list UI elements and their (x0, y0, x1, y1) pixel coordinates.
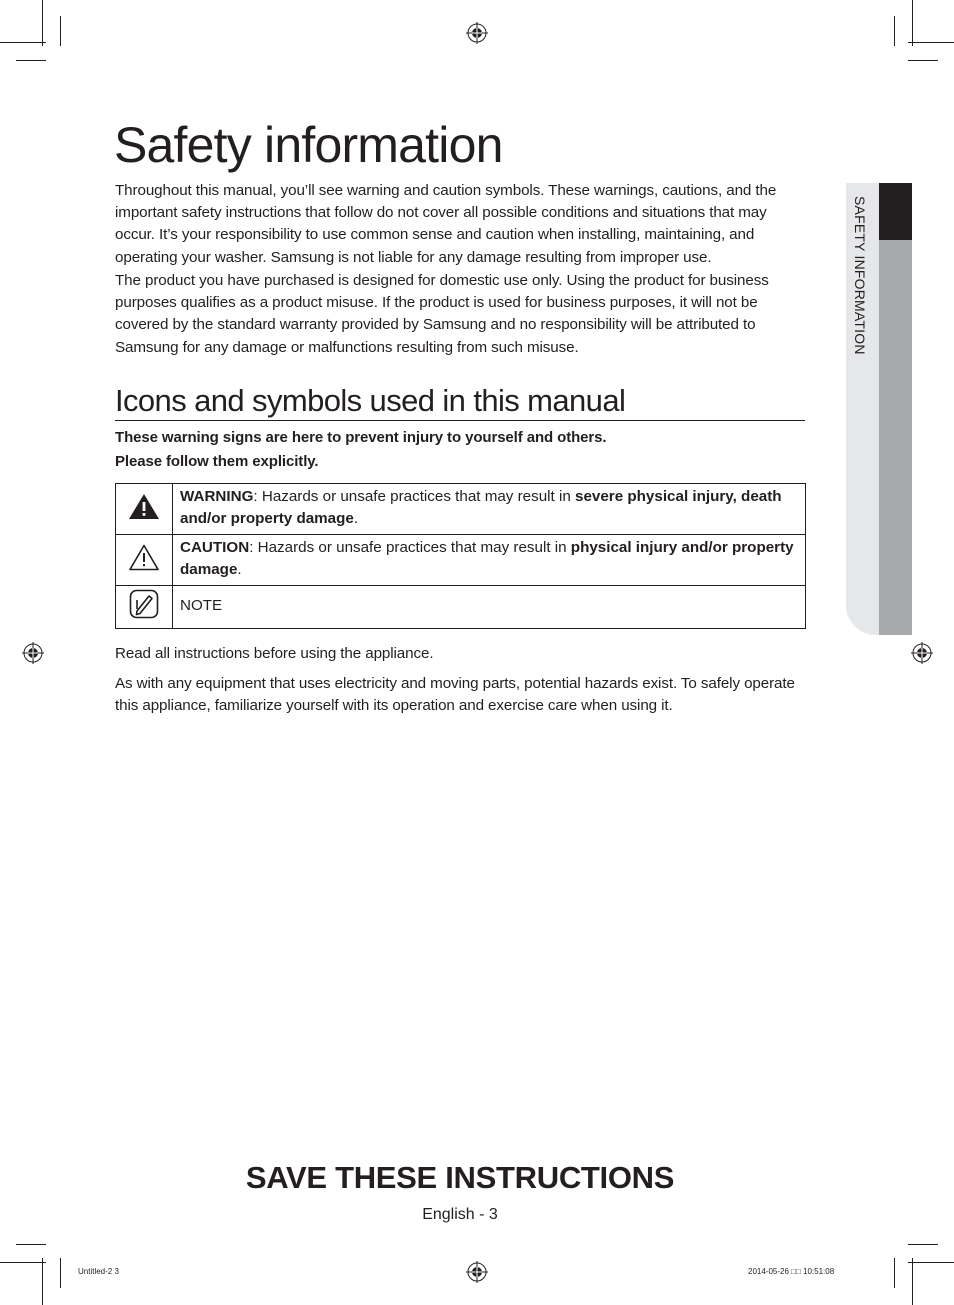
page-title: Safety information (114, 117, 503, 173)
table-row-caution (116, 535, 806, 586)
table-row-warning (116, 484, 806, 535)
intro-paragraph: Throughout this manual, you’ll see warning and caution symbols. These warnings, cautions, and the important safety instructions that follow do not cover all possible conditions and situations that may occur. It’s your responsibility to use common sense and caution when installing, maintaining, and operating your washer. Samsung is not liable for any damage resulting from improper use. (115, 182, 777, 266)
crop-mark (16, 60, 46, 61)
warning-label: WARNING (180, 488, 254, 505)
print-slug-left: Untitled-2 3 (78, 1267, 119, 1276)
crop-mark (912, 0, 913, 46)
note-label: NOTE (180, 597, 223, 614)
crop-mark (60, 16, 61, 46)
side-tab-label: SAFETY INFORMATION (852, 196, 868, 355)
crop-mark (0, 1262, 46, 1263)
note-pencil-icon (129, 589, 159, 619)
icon-cell (116, 586, 173, 629)
table-row-note (116, 586, 806, 629)
crop-mark (16, 1244, 46, 1245)
symbols-table (115, 483, 806, 629)
crop-mark (894, 16, 895, 46)
icon-cell (116, 484, 173, 535)
crop-mark (908, 42, 954, 43)
crop-mark (0, 42, 46, 43)
warning-filled-triangle-icon (128, 492, 160, 520)
icon-cell (116, 535, 173, 586)
print-slug-right: 2014-05-26 ﻿□□ 10:51:08 (748, 1267, 835, 1276)
note-description (173, 586, 806, 629)
crop-mark (60, 1258, 61, 1288)
save-instructions-title: SAVE THESE INSTRUCTIONS (245, 1160, 675, 1195)
registration-mark-icon (466, 1261, 488, 1283)
hazards-paragraph: As with any equipment that uses electricity and moving parts, potential hazards exist. To safely operate this appliance, familiarize yourself with its operation and exercise care when using it. (115, 675, 795, 715)
registration-mark-icon (466, 22, 488, 44)
crop-mark (912, 1258, 913, 1305)
caution-label: CAUTION (180, 539, 250, 556)
registration-mark-icon (911, 642, 933, 664)
side-tab-marker (879, 183, 912, 240)
symbols-intro-line: These warning signs are here to prevent injury to yourself and others. (115, 429, 607, 446)
crop-mark (894, 1258, 895, 1288)
symbols-intro-line: Please follow them explicitly. (115, 453, 319, 470)
caution-outline-triangle-icon (128, 543, 160, 571)
registration-mark-icon (22, 642, 44, 664)
crop-mark (42, 1258, 43, 1305)
domestic-use-paragraph: The product you have purchased is designed for domestic use only. Using the product for business purposes qualifies as a product misuse. If the product is used for business purposes, it will not be covered by the standard warranty provided by Samsung and no responsibility will be attributed to Samsung for any damage or malfunctions resulting from such misuse. (115, 272, 769, 356)
crop-mark (42, 0, 43, 46)
crop-mark (908, 60, 938, 61)
side-tab-strip (879, 240, 912, 635)
caution-description: CAUTION: Hazards or unsafe practices that may result in physical injury and/or property damage. (173, 535, 806, 586)
crop-mark (908, 1262, 954, 1263)
warning-description: WARNING: Hazards or unsafe practices that may result in severe physical injury, death and/or property damage. (173, 484, 806, 535)
section-heading: Icons and symbols used in this manual (115, 383, 805, 421)
page-number: English - 3 (422, 1206, 498, 1223)
crop-mark (908, 1244, 938, 1245)
read-instructions-paragraph: Read all instructions before using the appliance. (115, 645, 434, 662)
